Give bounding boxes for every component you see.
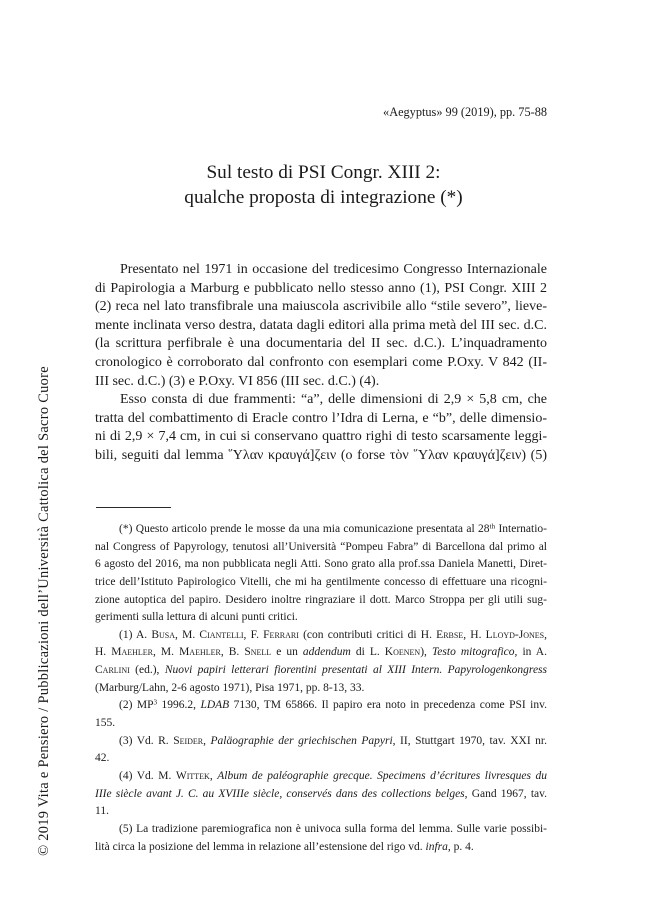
footnote-line: 6 agosto del 2016, ma non pubblicata negli Atti. Sono grato alla prof.ssa Daniela Manetti, Diret-: [95, 558, 547, 571]
small-caps-name: Maehler: [179, 646, 221, 659]
body-paragraph-2: [95, 391, 547, 465]
text-run: e un: [271, 646, 303, 659]
small-caps-name: Seider: [173, 734, 204, 747]
superscript-run: th: [489, 522, 496, 531]
body-line: di Papirologia a Marburg e pubblicato nello stesso anno (1), PSI Congr. XIII 2: [95, 280, 547, 296]
journal-reference: «Aegyptus» 99 (2019), pp. 75-88: [383, 105, 547, 119]
text-run: lità circa la posizione del lemma in relazione all’estensione del rigo vd.: [95, 840, 426, 853]
footnote-line: [95, 697, 547, 715]
text-run: ,: [203, 734, 211, 747]
text-run: , B.: [220, 646, 245, 659]
text-run: (*) Questo articolo prende le mosse da una mia comunicazione presentata al 28: [119, 523, 490, 535]
text-run: ,: [544, 628, 547, 641]
footnote-line: 11.: [95, 805, 109, 818]
text-run: Internatio-: [495, 523, 547, 535]
footnote-1: [95, 627, 547, 698]
italic-run: Testo mitografico: [431, 646, 515, 659]
text-run: (4) Vd. M.: [119, 769, 176, 782]
footnote-line: nal Congress of Papyrology, tenutosi all’Università “Pompeu Fabra” di Barcellona dal primo al: [95, 540, 547, 553]
footnote-2: [95, 697, 547, 732]
small-caps-name: Lloyd-Jones: [485, 628, 545, 641]
footnote-line: 42.: [95, 752, 110, 765]
article-title: [95, 160, 552, 210]
text-run: , in A.: [514, 646, 547, 659]
body-line: (la scrittura perfibrale è una documentaria del II sec. d.C.). L’inquadramento: [95, 336, 547, 352]
footnotes: [95, 521, 547, 856]
footnote-separator: [96, 507, 171, 508]
footnote-line: [95, 786, 547, 804]
title-line-2: qualche proposta di integrazione (*): [184, 187, 463, 208]
text-run: , M.: [153, 646, 180, 659]
body-line: ni di 2,9 × 7,4 cm, in cui si conservano quattro righi di testo scarsamente leggi-: [95, 429, 547, 445]
small-caps-name: Erbse: [436, 628, 464, 641]
italic-run: IIIe siècle avant J. C. au XVIIIe siècle, conservés dans des collections belges: [95, 787, 465, 800]
title-line-1: Sul testo di PSI Congr. XIII 2:: [206, 162, 441, 183]
footnote-line: [95, 839, 547, 857]
footnote-line: [95, 768, 547, 786]
small-caps-name: Ciantelli: [199, 628, 244, 641]
footnote-3: [95, 733, 547, 768]
body-line: (2) reca nel lato transfibrale una maiuscola ascrivibile allo “stile severo”, lieve-: [95, 299, 547, 315]
italic-run: infra: [425, 840, 448, 853]
small-caps-name: Wittek: [175, 769, 210, 782]
italic-run: Paläographie der griechischen Papyri: [210, 734, 393, 747]
body-line: mente inclinata verso destra, datata dagli editori alla prima metà del III sec. d.C.: [95, 317, 547, 333]
text-run: 7130, TM 65866. Il papiro era noto in precedenza come PSI inv.: [229, 699, 548, 712]
text-run: , F.: [243, 628, 264, 641]
body-line: tratta del combattimento di Eracle contro l’Idra di Lerna, e “b”, delle dimensio-: [95, 410, 547, 426]
small-caps-name: Koenen: [384, 646, 421, 659]
copyright-side-note: © 2019 Vita e Pensiero / Pubblicazioni dell’Università Cattolica del Sacro Cuore: [36, 366, 52, 856]
text-run: H.: [95, 646, 112, 659]
italic-run: Nuovi papiri letterari fiorentini presentati al XIII Intern. Papyrologenkongress: [164, 664, 548, 677]
small-caps-name: Maehler: [111, 646, 153, 659]
text-run: di L.: [350, 646, 385, 659]
footnote-line: zione autoptica del papiro. Desidero inoltre ringraziare il dott. Marco Stroppa per gli utili sug-: [95, 593, 547, 606]
text-run: ),: [420, 646, 432, 659]
footnote-line: gerimenti sulla lettura di alcuni punti critici.: [95, 611, 298, 624]
small-caps-name: Ferrari: [263, 628, 299, 641]
text-run: (ed.),: [129, 664, 165, 677]
text-run: , M.: [175, 628, 200, 641]
footnote-line: [95, 733, 547, 751]
text-run: , H.: [463, 628, 486, 641]
footnote-line: 155.: [95, 717, 116, 730]
body-line: cronologico è corroborato dal confronto con esemplari come P.Oxy. V 842 (II-: [95, 354, 547, 370]
body-line: Esso consta di due frammenti: “a”, delle dimensioni di 2,9 × 5,8 cm, che: [120, 392, 547, 408]
text-run: 1996.2,: [157, 699, 201, 712]
small-caps-name: Carlini: [95, 664, 130, 677]
footnote-star: [95, 521, 547, 627]
footnote-line: (Marburg/Lahn, 2-6 agosto 1971), Pisa 1971, pp. 8-13, 33.: [95, 681, 365, 694]
footnote-line: [95, 644, 547, 662]
text-run: (3) Vd. R.: [119, 734, 174, 747]
body-line: III sec. d.C.) (3) e P.Oxy. VI 856 (III sec. d.C.) (4).: [95, 373, 380, 389]
body-text: [95, 261, 547, 466]
text-run: (1) A.: [119, 628, 152, 641]
footnote-line: (5) La tradizione paremiografica non è univoca sulla forma del lemma. Sulle varie possibi-: [119, 822, 547, 835]
footnote-line: trice dell’Istituto Papirologico Vitelli, che mi ha gentilmente concesso di effettuare una ricogni-: [95, 575, 547, 588]
footnote-4: [95, 768, 547, 821]
text-run: ,: [209, 769, 218, 782]
body-line: Presentato nel 1971 in occasione del tredicesimo Congresso Internazionale: [120, 262, 547, 277]
body-paragraph-1: [95, 261, 547, 391]
small-caps-name: Snell: [244, 646, 272, 659]
small-caps-name: Busa: [151, 628, 176, 641]
superscript-run: 3: [153, 698, 158, 707]
text-run: , p. 4.: [447, 840, 474, 853]
text-run: (con contributi critici di H.: [298, 628, 437, 641]
footnote-line: [95, 662, 547, 680]
footnote-5: [95, 821, 547, 856]
text-run: , II, Stuttgart 1970, tav. XXI nr.: [392, 734, 547, 747]
text-run: , Gand 1967, tav.: [464, 787, 547, 800]
body-line: bili, seguiti dal lemma ῞Υλαν κραυγά]ζειν (o forse τὸν ῞Υλαν κραυγά]ζειν) (5): [95, 447, 547, 463]
italic-run: LDAB: [200, 699, 230, 712]
footnote-line: [95, 521, 547, 539]
text-run: (2) MP: [119, 699, 154, 712]
italic-run: addendum: [302, 646, 351, 659]
footnote-line: [95, 627, 547, 645]
italic-run: Album de paléographie grecque. Specimens d’écritures livresques du: [217, 769, 547, 782]
